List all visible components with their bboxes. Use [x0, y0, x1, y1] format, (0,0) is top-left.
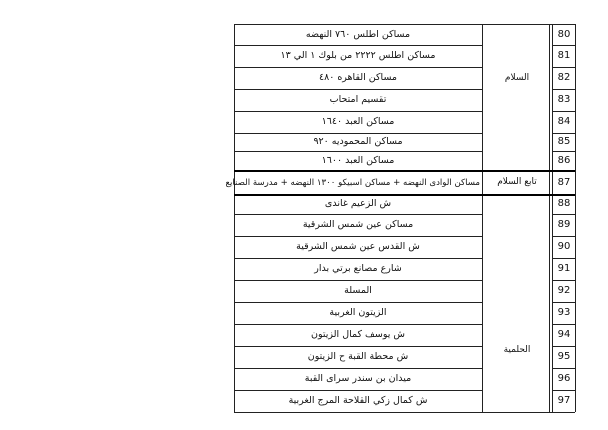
row-line-number: [552, 324, 575, 325]
row-line-area: [234, 302, 482, 303]
area-name-cell: ش القدس عين شمس الشرقية: [296, 241, 420, 252]
area-name-cell: ميدان بن سندر سراى القبة: [304, 373, 412, 384]
row-number: 82: [557, 72, 571, 83]
row-line-area: [234, 236, 482, 237]
row-number: 87: [557, 176, 571, 188]
row-number: 84: [557, 116, 571, 127]
row-number: 94: [557, 329, 571, 340]
row-line-number: [552, 236, 575, 237]
area-name-cell: ش محطة القبة ح الزيتون: [307, 351, 409, 362]
area-name-cell: ش كمال زكي القلاحة المرج الغربية: [288, 395, 428, 406]
row-line-area: [234, 24, 482, 25]
row-line-number: [552, 346, 575, 347]
area-name-cell: الزيتون الغربية: [329, 307, 387, 318]
row-number: 88: [557, 198, 571, 209]
group-boundary-line: [482, 24, 552, 25]
row-line-number: [552, 151, 575, 152]
row-number: 83: [557, 94, 571, 105]
group-label-taba3-salam: تابع السلام: [497, 177, 537, 187]
section-separator: [234, 170, 575, 172]
table-border-left: [234, 24, 235, 412]
row-line-number: [552, 111, 575, 112]
number-column-right-border: [575, 24, 576, 412]
row-number: 95: [557, 351, 571, 362]
row-line-area: [234, 390, 482, 391]
row-line-number: [552, 280, 575, 281]
row-line-number: [552, 214, 575, 215]
area-name-cell: مساكن العبد ١٦٠٠: [321, 155, 395, 166]
area-name-cell: ش يوسف كمال الزيتون: [311, 329, 405, 340]
row-number: 80: [557, 28, 571, 40]
area-name-cell: مساكن المحموديه ٩٢٠: [313, 136, 403, 147]
group-boundary-line: [482, 412, 552, 413]
row-number: 91: [557, 263, 571, 274]
row-number: 85: [557, 136, 571, 147]
row-number: 90: [557, 241, 571, 252]
row-line-number: [552, 133, 575, 134]
area-name-cell: مساكن عين شمس الشرقية: [302, 219, 414, 230]
row-line-area: [234, 324, 482, 325]
row-line-number: [552, 258, 575, 259]
row-line-area: [234, 280, 482, 281]
group-label-helmeya: الحلمية: [503, 345, 531, 355]
row-line-area: [234, 214, 482, 215]
row-number: 93: [557, 307, 571, 318]
row-number: 92: [557, 285, 571, 296]
row-line-area: [234, 412, 482, 413]
row-line-area: [234, 151, 482, 152]
row-line-area: [234, 133, 482, 134]
row-line-area: [234, 111, 482, 112]
area-name-cell: مساكن الوادى النهضه + مساكن اسبيكو ١٣٠٠ النهضه + مدرسة الصنايع: [225, 177, 480, 188]
area-name-cell: مساكن العبد ١٦٤٠: [321, 116, 395, 127]
row-line-number: [552, 24, 575, 25]
row-line-number: [552, 390, 575, 391]
row-number: 89: [557, 219, 571, 230]
section-separator: [234, 194, 575, 196]
row-number: 97: [557, 395, 571, 406]
row-line-number: [552, 412, 575, 413]
row-line-number: [552, 89, 575, 90]
row-number: 96: [557, 373, 571, 384]
row-line-area: [234, 89, 482, 90]
area-name-cell: المسلة: [344, 285, 372, 296]
row-number: 81: [557, 50, 571, 61]
row-line-number: [552, 368, 575, 369]
row-number: 86: [557, 155, 571, 166]
row-line-number: [552, 302, 575, 303]
area-name-cell: تقسيم امتحاب: [329, 94, 387, 105]
area-name-cell: ش الزعيم غاندى: [324, 198, 392, 209]
row-line-area: [234, 346, 482, 347]
row-line-number: [552, 67, 575, 68]
area-name-cell: مساكن اطلس ٢٢٢٢ من بلوك ١ الي ١٣: [280, 50, 436, 61]
row-line-area: [234, 258, 482, 259]
row-line-number: [552, 45, 575, 46]
row-line-area: [234, 67, 482, 68]
row-line-area: [234, 45, 482, 46]
area-name-cell: مساكن اطلس ٧٦٠ النهضه: [305, 28, 411, 40]
area-name-cell: مساكن القاهره ٤٨٠: [318, 72, 398, 83]
row-line-area: [234, 368, 482, 369]
area-name-cell: شارع مصانع برتي بدار: [314, 263, 402, 274]
group-label-salam: السلام: [504, 73, 530, 83]
